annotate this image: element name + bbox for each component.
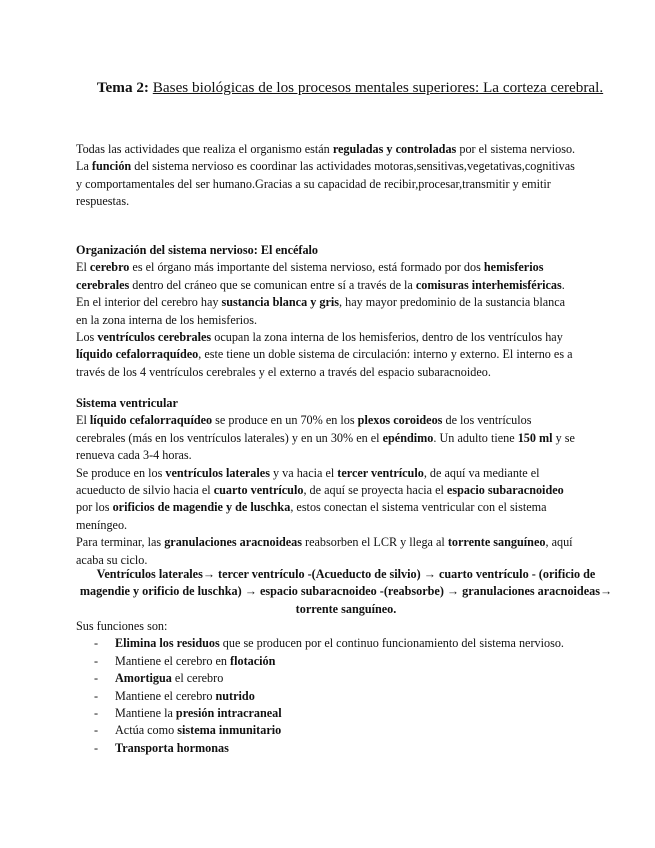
- list-item: - Transporta hormonas: [94, 740, 229, 755]
- intro-section: [76, 141, 576, 211]
- section-heading: Sistema ventricular: [76, 396, 178, 410]
- title-number: Tema 2:: [96, 79, 149, 96]
- document-title: [70, 78, 630, 98]
- organizacion-paragraph-1: El cerebro es el órgano más importante del sistema nervioso, está formado por dos hemisferios cerebrales dentro del cráneo que se comunican entre sí a través de la comisuras interhemisféricas. En el interior del cerebro hay sustancia blanca y gris, hay mayor predominio de la sustancia blanca en la zona interna de los hemisferios.: [76, 260, 566, 327]
- funciones-list: [76, 635, 576, 757]
- list-item: - Actúa como sistema inmunitario: [94, 723, 282, 738]
- list-item: - Mantiene la presión intracraneal: [94, 706, 282, 721]
- title-subtitle: Bases biológicas de los procesos mentales superiores: La corteza cerebral.: [152, 79, 604, 96]
- organizacion-paragraph-2: Los ventrículos cerebrales ocupan la zona interna de los hemisferios, dentro de los ventrículos hay líquido cefalorraquídeo, este tiene un doble sistema de circulación: interno y externo. El interno es a través de los 4 ventrículos cerebrales y el externo a través del espacio subaracnoideo.: [76, 330, 573, 379]
- sistema-paragraph-2: Se produce en los ventrículos laterales y va hacia el tercer ventrículo, de aquí va mediante el acueducto de silvio hacia el cuarto ventrículo, de aquí se proyecta hacia el espacio subaracnoideo por los orificios de magendie y de luschka, estos conectan el sistema ventricular con el sistema meníngeo.: [76, 465, 564, 532]
- funciones-section: [76, 618, 576, 757]
- list-item: - Mantiene el cerebro nutrido: [94, 688, 255, 703]
- list-item: - Amortigua el cerebro: [94, 671, 224, 686]
- csf-flow-summary: Ventrículos laterales→ tercer ventrículo -(Acueducto de silvio) → cuarto ventrículo - (orificio de magendie y orificio de luschka) → espacio subaracnoideo -(reabsorbe) → granulaciones aracnoideas→ torrente sanguíneo.: [79, 567, 613, 616]
- list-item: - Mantiene el cerebro en flotación: [94, 653, 276, 668]
- sistema-paragraph-3: Para terminar, las granulaciones aracnoideas reabsorben el LCR y llega al torrente sanguíneo, aquí acaba su ciclo.: [76, 535, 573, 567]
- intro-paragraph-1: Todas las actividades que realiza el organismo están reguladas y controladas por el sistema nervioso.: [76, 142, 576, 156]
- intro-paragraph-2: La función del sistema nervioso es coordinar las actividades motoras,sensitivas,vegetativas,cognitivas y comportamentales del ser humano.Gracias a su capacidad de recibir,procesar,transmitir y emitir respuestas.: [76, 159, 575, 209]
- section-heading: Organización del sistema nervioso: El encéfalo: [76, 243, 319, 257]
- funciones-lead: Sus funciones son:: [76, 619, 168, 633]
- sistema-paragraph-1: El líquido cefalorraquídeo se produce en un 70% en los plexos coroideos de los ventrículos cerebrales (más en los ventrículos laterales) y en un 30% en el epéndimo. Un adulto tiene 150 ml y se renueva cada 3-4 horas.: [76, 413, 575, 463]
- organizacion-section: [76, 242, 576, 381]
- list-item: - Elimina los residuos que se producen por el continuo funcionamiento del sistema nervioso.: [94, 636, 564, 651]
- sistema-section: [76, 395, 576, 569]
